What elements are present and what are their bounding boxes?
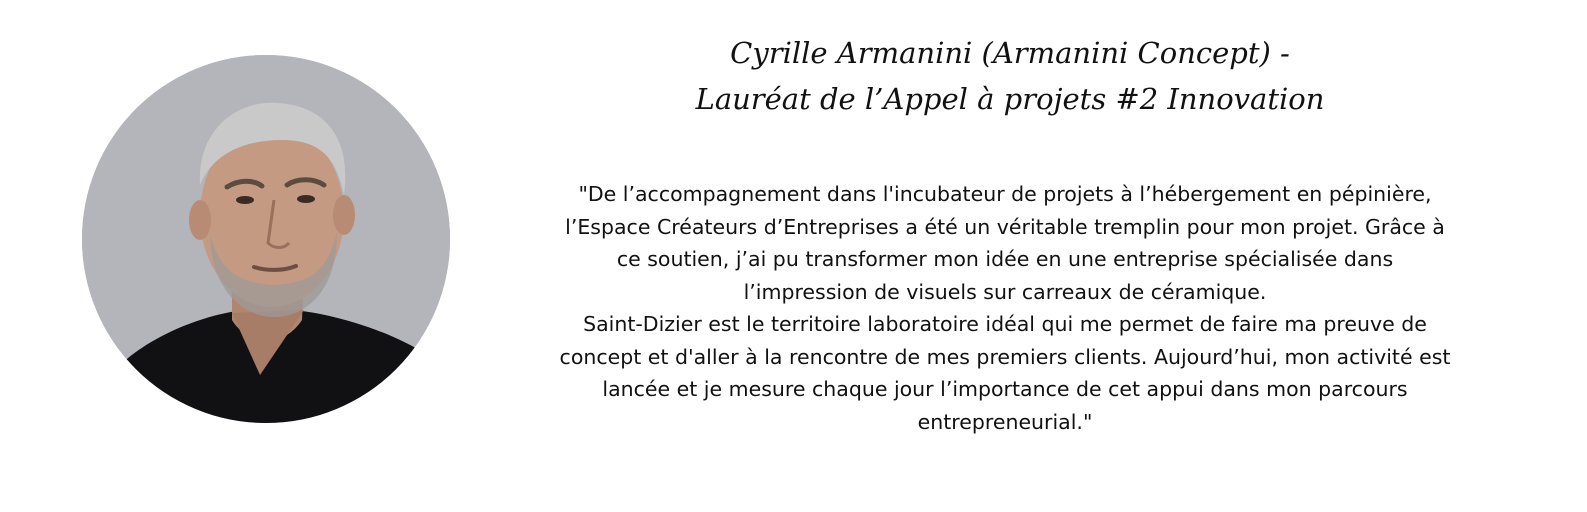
quote-line: lancée et je mesure chaque jour l’importance de cet appui dans mon parcours — [602, 377, 1408, 401]
quote-line: Saint-Dizier est le territoire laboratoire idéal qui me permet de faire ma preuve de — [583, 312, 1427, 336]
person-portrait-illustration — [82, 55, 450, 423]
quote-line: "De l’accompagnement dans l'incubateur de projets à l’hébergement en pépinière, — [578, 182, 1432, 206]
quote-line: l’impression de visuels sur carreaux de céramique. — [743, 279, 1267, 304]
testimonial-title — [560, 30, 1460, 122]
title-line-award: Lauréat de l’Appel à projets #2 Innovation — [695, 82, 1325, 116]
quote-line: concept et d'aller à la rencontre de mes premiers clients. Aujourd’hui, mon activité est — [559, 344, 1451, 369]
testimonial-quote — [490, 178, 1520, 438]
title-line-name: Cyrille Armanini (Armanini Concept) - — [730, 36, 1290, 70]
quote-line: entrepreneurial." — [917, 409, 1093, 434]
quote-line: ce soutien, j’ai pu transformer mon idée en une entreprise spécialisée dans — [616, 247, 1394, 271]
portrait-photo — [82, 55, 450, 423]
quote-line: l’Espace Créateurs d’Entreprises a été un véritable tremplin pour mon projet. Grâce à — [565, 214, 1445, 239]
